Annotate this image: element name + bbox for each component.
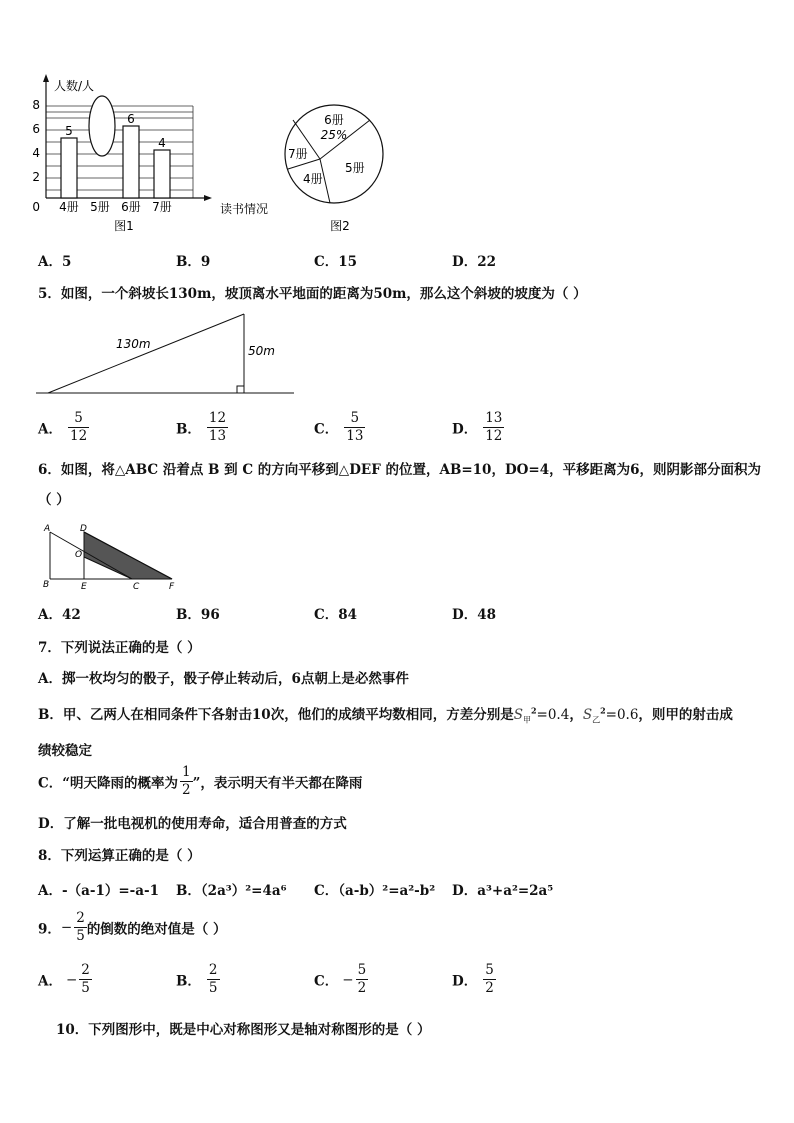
y-axis-title: 人数/人 [54,79,95,93]
q7-b-text: B．甲、乙两人在相同条件下各射击10次，他们的成绩平均数相同，方差分别是 [38,707,514,723]
bar-6 [123,126,139,198]
x-category-label-7: 7册 [152,200,172,214]
q7-c-fraction: $\frac{1}{2}$ [182,764,191,798]
bar-value-label-7: 4 [158,136,166,150]
x-axis-arrow [204,195,212,201]
variance-sub-1: 甲 [522,715,531,725]
q5-option-b[interactable]: B． $\frac{12}{13}$ [176,410,227,444]
point-A: A [44,524,51,534]
height-label: 50m [248,344,275,358]
x-category-label-6: 6册 [121,200,141,214]
q7-b-tail: ，则甲的射击成 [638,707,733,723]
variance-value-2: =0.6 [605,707,639,723]
q6-option-d[interactable]: D．48 [452,607,497,623]
variance-sub-2: 乙 [592,715,601,725]
pie-label-6-percent: 25% [320,128,348,142]
slope-length-label: 130m [116,337,151,351]
point-C: C [133,582,140,592]
pie-label-7: 7册 [288,147,308,161]
q4-option-d[interactable]: D．22 [452,254,497,270]
pie-label-5: 5册 [345,161,365,175]
point-F: F [169,582,175,592]
variance-value-1: =0.4 [536,707,570,723]
y-tick-2: 2 [32,170,40,184]
q6-translation-figure [40,522,190,594]
bar-value-label-6: 6 [127,112,135,126]
figure-1-caption: 图1 [114,219,134,233]
slope-line [48,314,244,393]
q10-stem: 10．下列图形中，既是中心对称图形又是轴对称图形的是（ ） [56,1022,431,1038]
q5-option-c[interactable]: C． $\frac{5}{13}$ [314,410,364,444]
q5-option-d[interactable]: D． $\frac{13}{12}$ [452,410,503,444]
q5-stem: 5．如图，一个斜坡长130m，坡顶离水平地面的距离为50m，那么这个斜坡的坡度为（ ） [38,286,587,302]
bar-value-label-4: 5 [65,124,73,138]
q9-option-d[interactable]: D． $\frac{5}{2}$ [452,962,494,996]
q8-option-d[interactable]: D．a³+a²=2a⁵ [452,883,554,899]
ink-blot-ellipse [89,96,115,156]
pie-label-4: 4册 [303,172,323,186]
variance-symbol-1: S [513,707,523,723]
q7-option-a[interactable]: A．掷一枚均匀的骰子，骰子停止转动后，6点朝上是必然事件 [38,671,409,687]
q9-option-b[interactable]: B． $\frac{2}{5}$ [176,962,218,996]
right-angle-mark [237,386,244,393]
q7-option-b[interactable]: B．甲、乙两人在相同条件下各射击10次，他们的成绩平均数相同，方差分别是$S_甲^2=0.4$，$S_乙^2=0.6$，则甲的射击成 [38,705,733,725]
q8-option-a[interactable]: A．-（a-1）=-a-1 [38,883,159,899]
q7-option-b-line2: 绩较稳定 [38,743,92,759]
point-E: E [81,582,87,592]
y-tick-6: 6 [32,122,40,136]
y-tick-8: 8 [32,98,40,112]
y-tick-4: 4 [32,146,40,160]
pie-label-6: 6册 [324,113,344,127]
q8-stem: 8．下列运算正确的是（ ） [38,848,201,864]
q5-option-a[interactable]: A． $\frac{5}{12}$ [38,410,88,444]
y-tick-0: 0 [32,200,40,214]
figure-2-pie-chart [282,102,386,237]
q9-stem: 9．− $\frac{2}{5}$ 的倒数的绝对值是（ ） [38,910,227,944]
variance-sup-1: 2 [530,705,537,716]
q8-option-b[interactable]: B．（2a³）²=4a⁶ [176,883,287,899]
bar-7 [154,150,170,198]
q7-stem: 7．下列说法正确的是（ ） [38,640,201,656]
variance-sup-2: 2 [600,705,606,716]
q7-option-d[interactable]: D．了解一批电视机的使用寿命，适合用普查的方式 [38,816,347,832]
q6-option-a[interactable]: A．42 [38,607,81,623]
x-category-label-4: 4册 [59,200,79,214]
point-B: B [43,580,50,590]
x-category-label-5: 5册 [90,200,110,214]
q4-option-a[interactable]: A．5 [38,254,72,270]
q6-option-c[interactable]: C．84 [314,607,358,623]
point-D: D [80,524,87,534]
figure-1-bar-chart [30,70,269,240]
bar-4 [61,138,77,198]
q4-option-b[interactable]: B．9 [176,254,211,270]
q7-option-c[interactable]: C．“明天降雨的概率为 $\frac{1}{2}$ ”，表示明天有半天都在降雨 [38,764,363,798]
q6-paren: （ ） [38,492,70,508]
q8-option-c[interactable]: C．（a-b）²=a²-b² [314,883,436,899]
x-axis-title: 读书情况 [220,202,269,216]
figure-2-caption: 图2 [330,219,350,233]
q4-option-c[interactable]: C．15 [314,254,358,270]
q9-option-a[interactable]: A． − $\frac{2}{5}$ [38,962,90,996]
q5-slope-figure [36,308,298,400]
y-axis-arrow [43,74,49,82]
variance-symbol-2: S [582,707,593,723]
point-O: O [75,550,83,560]
q6-stem: 6．如图，将△ABC 沿着点 B 到 C 的方向平移到△DEF 的位置，AB=10，DO=4，平移距离为6，则阴影部分面积为 [38,462,762,478]
q6-option-b[interactable]: B．96 [176,607,220,623]
q9-option-c[interactable]: C． − $\frac{5}{2}$ [314,962,367,996]
